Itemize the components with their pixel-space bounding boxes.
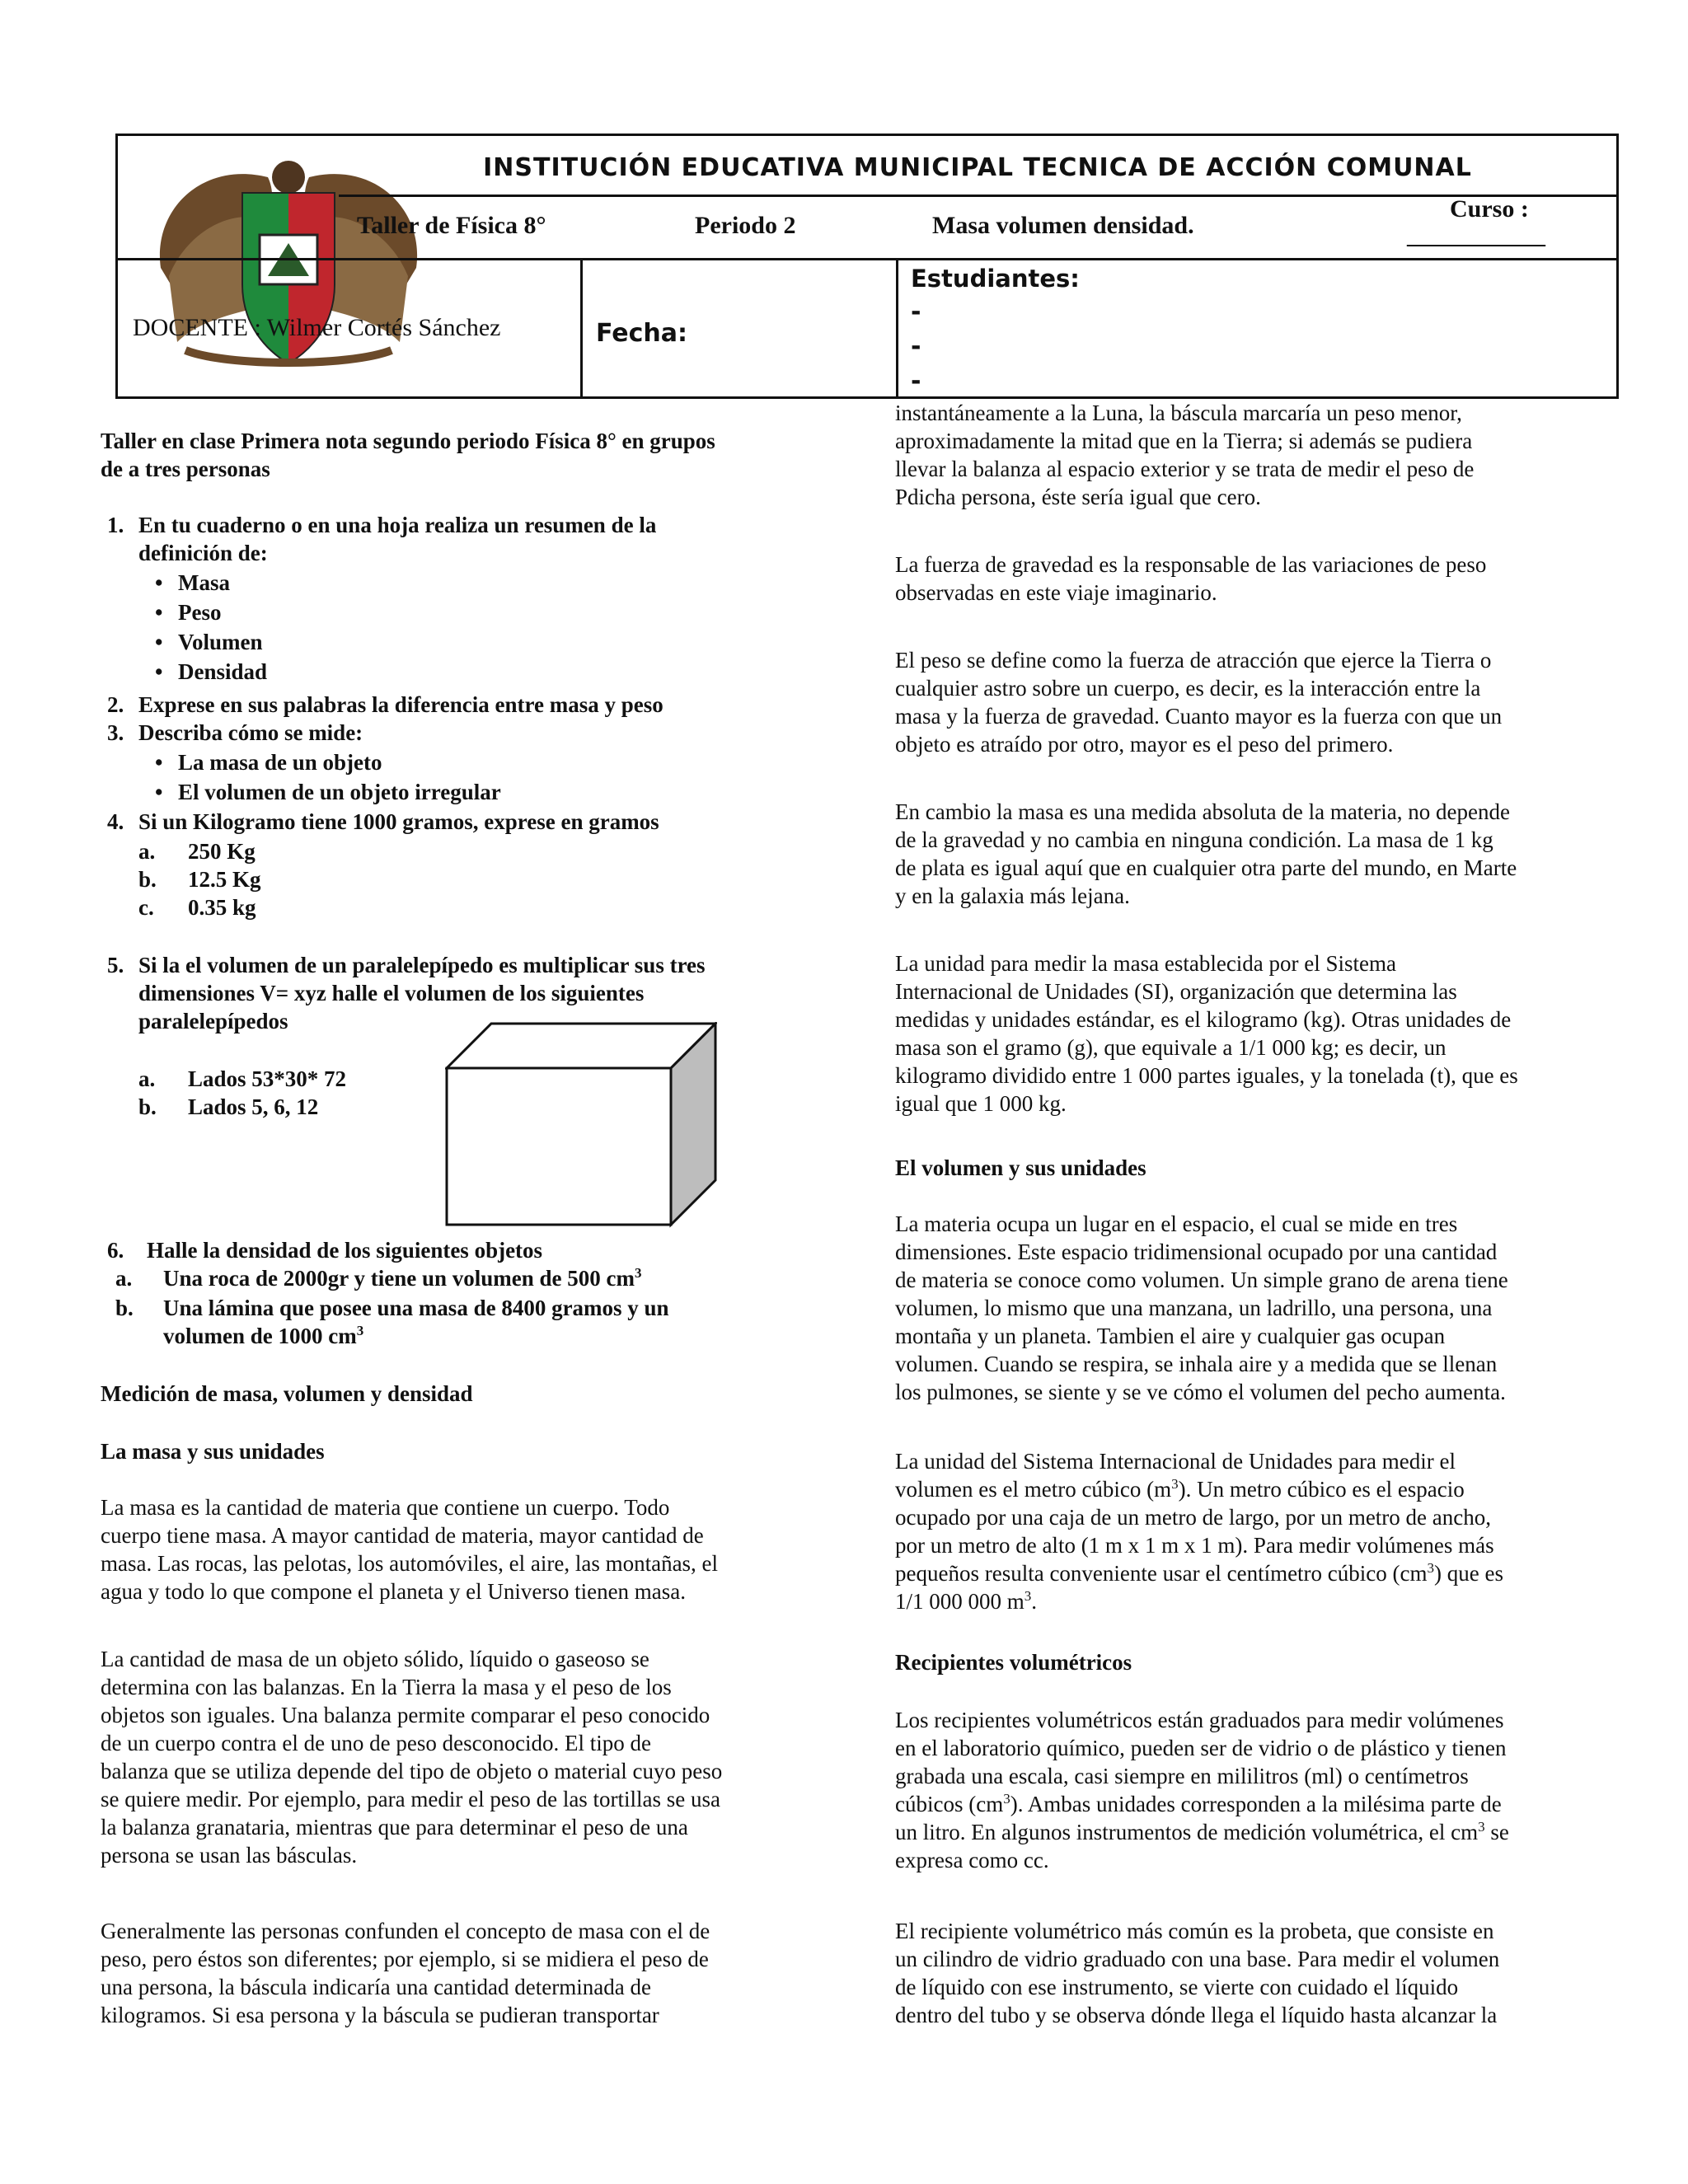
- question-number: 2.: [107, 692, 124, 717]
- question-text: paralelepípedos: [138, 1009, 288, 1033]
- text-run: un litro. En algunos instrumentos de medición volumétrica, el cm: [895, 1820, 1479, 1844]
- header-divider-2: [118, 258, 1616, 260]
- intro-text: [101, 427, 818, 483]
- question-text: Si un Kilogramo tiene 1000 gramos, exprese en gramos: [138, 809, 659, 834]
- parallelepiped-illustration: [445, 1022, 717, 1228]
- right-paragraph-3: [895, 646, 1502, 758]
- superscript: 3: [1003, 1791, 1010, 1807]
- text-line: El peso se define como la fuerza de atracción que ejerce la Tierra o: [895, 648, 1492, 673]
- text-line: Internacional de Unidades (SI), organización que determina las: [895, 979, 1457, 1004]
- text-line: y en la galaxia más lejana.: [895, 883, 1130, 908]
- list-item: Lados 5, 6, 12: [188, 1094, 319, 1119]
- text-line: objeto es atraído por otro, mayor es el peso del primero.: [895, 732, 1394, 757]
- text-line: masa son el gramo (g), que equivale a 1/1 000 kg; es decir, un: [895, 1035, 1447, 1060]
- text-line: se quiere medir. Por ejemplo, para medir el peso de las tortillas se usa: [101, 1787, 721, 1811]
- question-number: 1.: [107, 513, 124, 537]
- question-text: Exprese en sus palabras la diferencia entre masa y peso: [138, 692, 663, 717]
- date-label: Fecha:: [596, 319, 688, 348]
- text-line: volumen, lo mismo que una manzana, un ladrillo, una persona, una: [895, 1296, 1493, 1320]
- header-table: [115, 134, 1619, 399]
- bullet-icon: •: [155, 780, 163, 804]
- superscript: 3: [1171, 1476, 1179, 1492]
- text-line: Los recipientes volumétricos están graduados para medir volúmenes: [895, 1708, 1504, 1732]
- list-item: La masa de un objeto: [178, 750, 382, 775]
- heading-masa-unidades: La masa y sus unidades: [101, 1439, 325, 1464]
- text-line: llevar la balanza al espacio exterior y se trata de medir el peso de: [895, 457, 1475, 481]
- right-paragraph-5: [895, 949, 1518, 1118]
- text-line: de líquido con ese instrumento, se vierte con cuidado el líquido: [895, 1975, 1459, 1999]
- heading-medicion: Medición de masa, volumen y densidad: [101, 1381, 473, 1406]
- text-line: kilogramo dividido entre 1 000 partes iguales, y la tonelada (t), que es: [895, 1063, 1518, 1088]
- item-letter: a.: [115, 1266, 133, 1291]
- text-line: en el laboratorio químico, pueden ser de vidrio o de plástico y tienen: [895, 1736, 1507, 1760]
- text-line: de la gravedad y no cambia en ninguna condición. La masa de 1 kg: [895, 827, 1493, 852]
- question-text: En tu cuaderno o en una hoja realiza un resumen de la: [138, 513, 657, 537]
- left-column: [101, 427, 818, 483]
- topic-label: Masa volumen densidad.: [932, 212, 1194, 239]
- text-line: los pulmones, se siente y se ve cómo el volumen del pecho aumenta.: [895, 1380, 1506, 1404]
- text-line: En cambio la masa es una medida absoluta de la materia, no depende: [895, 799, 1510, 824]
- text-line: grabada una escala, casi siempre en mililitros (ml) o centímetros: [895, 1764, 1469, 1788]
- superscript: 3: [1478, 1819, 1485, 1835]
- paragraph-masa-1: [101, 1493, 718, 1605]
- list-item: Lados 53*30* 72: [188, 1066, 347, 1091]
- text-line: igual que 1 000 kg.: [895, 1091, 1067, 1116]
- bullet-icon: •: [155, 750, 163, 775]
- text-line: La unidad para medir la masa establecida por el Sistema: [895, 951, 1397, 976]
- list-item: volumen de 1000 cm: [163, 1324, 357, 1348]
- list-item: Peso: [178, 600, 222, 625]
- question-text: Si la el volumen de un paralelepípedo es multiplicar sus tres: [138, 953, 706, 977]
- list-item: Una lámina que posee una masa de 8400 gramos y un: [163, 1296, 669, 1320]
- question-text: Describa cómo se mide:: [138, 720, 363, 745]
- header-vdivider-1: [580, 258, 583, 396]
- question-text: dimensiones V= xyz halle el volumen de los siguientes: [138, 981, 645, 1005]
- course-label: Curso :: [1450, 195, 1529, 223]
- text-line: de plata es igual aquí que en cualquier otra parte del mundo, en Marte: [895, 855, 1517, 880]
- text-line: La cantidad de masa de un objeto sólido, líquido o gaseoso se: [101, 1647, 649, 1671]
- course-blank[interactable]: ____________: [1407, 223, 1545, 249]
- teacher-label: DOCENTE : Wilmer Cortés Sánchez: [133, 314, 501, 341]
- superscript: 3: [1427, 1560, 1434, 1576]
- text-run: pequeños resulta conveniente usar el centímetro cúbico (cm: [895, 1561, 1428, 1586]
- text-line: La masa es la cantidad de materia que contiene un cuerpo. Todo: [101, 1495, 670, 1520]
- text-line: [895, 1475, 1503, 1503]
- text-line: Pdicha persona, éste sería igual que cero.: [895, 485, 1261, 509]
- text-line: kilogramos. Si esa persona y la báscula se pudieran transportar: [101, 2003, 659, 2027]
- list-item: El volumen de un objeto irregular: [178, 780, 501, 804]
- header-vdivider-2: [896, 258, 898, 396]
- text-line: masa y la fuerza de gravedad. Cuanto mayor es la fuerza con que un: [895, 704, 1503, 729]
- list-item: Una roca de 2000gr y tiene un volumen de 500 cm: [163, 1266, 635, 1291]
- text-line: [895, 1587, 1503, 1615]
- text-line: El recipiente volumétrico más común es la probeta, que consiste en: [895, 1919, 1494, 1943]
- question-number: 5.: [107, 953, 124, 977]
- text-line: La fuerza de gravedad es la responsable de las variaciones de peso: [895, 552, 1487, 577]
- text-line: ocupado por una caja de un metro de largo, por un metro de ancho,: [895, 1505, 1492, 1530]
- item-letter: a.: [138, 839, 156, 864]
- text-run: se: [1484, 1820, 1509, 1844]
- right-paragraph-9: [895, 1917, 1499, 2029]
- text-line: montaña y un planeta. Tambien el aire y cualquier gas ocupan: [895, 1324, 1446, 1348]
- text-line: [895, 1559, 1503, 1587]
- list-item: 250 Kg: [188, 839, 256, 864]
- intro-line: de a tres personas: [101, 457, 270, 481]
- question-text: definición de:: [138, 541, 268, 565]
- text-line: objetos son iguales. Una balanza permite comparar el peso conocido: [101, 1703, 710, 1727]
- text-line: [895, 1790, 1509, 1818]
- text-run: .: [1031, 1589, 1038, 1614]
- text-line: [895, 1818, 1509, 1846]
- text-line: expresa como cc.: [895, 1848, 1049, 1872]
- text-line: de materia se conoce como volumen. Un simple grano de arena tiene: [895, 1268, 1508, 1292]
- question-number: 6.: [107, 1238, 124, 1263]
- right-paragraph-6: [895, 1210, 1508, 1406]
- paragraph-masa-2: [101, 1645, 722, 1869]
- item-letter: b.: [115, 1296, 134, 1320]
- text-run: ) que es: [1434, 1561, 1503, 1586]
- superscript: 3: [634, 1265, 642, 1281]
- list-item: Volumen: [178, 630, 263, 654]
- right-paragraph-8: [895, 1706, 1509, 1874]
- question-number: 4.: [107, 809, 124, 834]
- item-letter: c.: [138, 895, 154, 920]
- workshop-title: Taller de Física 8°: [357, 212, 546, 239]
- text-line: La unidad del Sistema Internacional de Unidades para medir el: [895, 1449, 1456, 1474]
- text-line: peso, pero éstos son diferentes; por ejemplo, si se midiera el peso de: [101, 1947, 709, 1971]
- text-line: dimensiones. Este espacio tridimensional ocupado por una cantidad: [895, 1240, 1498, 1264]
- list-item: 12.5 Kg: [188, 867, 261, 892]
- text-line: persona se usan las básculas.: [101, 1843, 358, 1868]
- list-item: 0.35 kg: [188, 895, 256, 920]
- institution-title: INSTITUCIÓN EDUCATIVA MUNICIPAL TECNICA DE ACCIÓN COMUNAL: [483, 153, 1472, 182]
- text-line: observadas en este viaje imaginario.: [895, 580, 1217, 605]
- right-paragraph-4: [895, 798, 1517, 910]
- item-letter: b.: [138, 1094, 157, 1119]
- text-line: cualquier astro sobre un cuerpo, es decir, es la interacción entre la: [895, 676, 1481, 701]
- heading-recipientes: Recipientes volumétricos: [895, 1650, 1132, 1675]
- item-letter: b.: [138, 867, 157, 892]
- question-text: Halle la densidad de los siguientes objetos: [147, 1238, 543, 1263]
- students-label: Estudiantes:: [911, 265, 1080, 293]
- bullet-icon: •: [155, 570, 163, 595]
- text-line: determina con las balanzas. En la Tierra la masa y el peso de los: [101, 1675, 672, 1699]
- text-run: ). Ambas unidades corresponden a la milésima parte de: [1010, 1792, 1502, 1816]
- period-label: Periodo 2: [695, 212, 796, 239]
- text-line: masa. Las rocas, las pelotas, los automóviles, el aire, las montañas, el: [101, 1551, 719, 1576]
- intro-line: Taller en clase Primera nota segundo periodo Física 8° en grupos: [101, 429, 715, 453]
- bullet-icon: •: [155, 600, 163, 625]
- bullet-icon: •: [155, 659, 163, 684]
- text-line: Generalmente las personas confunden el concepto de masa con el de: [101, 1919, 710, 1943]
- text-line: por un metro de alto (1 m x 1 m x 1 m). Para medir volúmenes más: [895, 1533, 1494, 1558]
- student-dash-2[interactable]: -: [911, 332, 921, 361]
- superscript: 3: [356, 1323, 364, 1338]
- superscript: 3: [1024, 1588, 1032, 1604]
- student-dash-1[interactable]: -: [911, 298, 921, 326]
- text-run: cúbicos (cm: [895, 1792, 1004, 1816]
- text-line: agua y todo lo que compone el planeta y el Universo tienen masa.: [101, 1579, 687, 1604]
- paragraph-masa-3: [101, 1917, 710, 2029]
- text-line: volumen. Cuando se respira, se inhala aire y a medida que se llenan: [895, 1352, 1498, 1376]
- student-dash-3[interactable]: -: [911, 367, 921, 396]
- right-paragraph-2: [895, 551, 1486, 607]
- item-letter: a.: [138, 1066, 156, 1091]
- text-line: cuerpo tiene masa. A mayor cantidad de materia, mayor cantidad de: [101, 1523, 704, 1548]
- text-run: ). Un metro cúbico es el espacio: [1178, 1477, 1465, 1502]
- question-number: 3.: [107, 720, 124, 745]
- bullet-icon: •: [155, 630, 163, 654]
- text-line: balanza que se utiliza depende del tipo de objeto o material cuyo peso: [101, 1759, 723, 1783]
- text-line: La materia ocupa un lugar en el espacio, el cual se mide en tres: [895, 1212, 1458, 1236]
- text-line: instantáneamente a la Luna, la báscula marcaría un peso menor,: [895, 401, 1462, 425]
- text-line: de un cuerpo contra el de uno de peso desconocido. El tipo de: [101, 1731, 652, 1755]
- text-line: la balanza granataria, mientras que para determinar el peso de una: [101, 1815, 688, 1840]
- list-item: Masa: [178, 570, 230, 595]
- heading-volumen-unidades: El volumen y sus unidades: [895, 1155, 1146, 1180]
- text-line: una persona, la báscula indicaría una cantidad determinada de: [101, 1975, 651, 1999]
- right-paragraph-7: [895, 1447, 1503, 1615]
- text-run: volumen es el metro cúbico (m: [895, 1477, 1172, 1502]
- text-line: dentro del tubo y se observa dónde llega el líquido hasta alcanzar la: [895, 2003, 1498, 2027]
- list-item: Densidad: [178, 659, 268, 684]
- text-line: medidas y unidades estándar, es el kilogramo (kg). Otras unidades de: [895, 1007, 1512, 1032]
- text-line: un cilindro de vidrio graduado con una base. Para medir el volumen: [895, 1947, 1500, 1971]
- text-line: aproximadamente la mitad que en la Tierra; si además se pudiera: [895, 429, 1473, 453]
- right-paragraph-1: [895, 399, 1474, 511]
- text-run: 1/1 000 000 m: [895, 1589, 1025, 1614]
